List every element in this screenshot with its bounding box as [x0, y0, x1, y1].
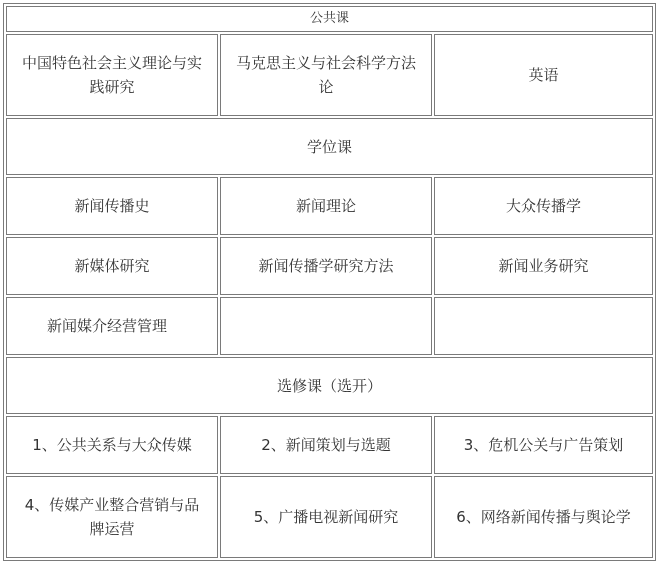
degree-courses-heading: 学位课 — [6, 118, 653, 175]
public-courses-heading: 公共课 — [6, 6, 653, 32]
empty-cell — [220, 297, 432, 355]
public-course-2: 马克思主义与社会科学方法论 — [220, 34, 432, 116]
degree-course-4: 新媒体研究 — [6, 237, 218, 295]
course-table — [3, 3, 656, 561]
elective-course-1: 1、公共关系与大众传媒 — [6, 416, 218, 474]
elective-course-5: 5、广播电视新闻研究 — [220, 476, 432, 558]
empty-cell — [434, 297, 653, 355]
elective-course-3: 3、危机公关与广告策划 — [434, 416, 653, 474]
degree-course-6: 新闻业务研究 — [434, 237, 653, 295]
public-course-3: 英语 — [434, 34, 653, 116]
degree-course-3: 大众传播学 — [434, 177, 653, 235]
elective-courses-heading: 选修课（选开） — [6, 357, 653, 414]
degree-course-2: 新闻理论 — [220, 177, 432, 235]
degree-course-1: 新闻传播史 — [6, 177, 218, 235]
degree-course-5: 新闻传播学研究方法 — [220, 237, 432, 295]
degree-course-7: 新闻媒介经营管理 — [6, 297, 218, 355]
elective-course-6: 6、网络新闻传播与舆论学 — [434, 476, 653, 558]
elective-course-2: 2、新闻策划与选题 — [220, 416, 432, 474]
public-course-1: 中国特色社会主义理论与实践研究 — [6, 34, 218, 116]
elective-course-4: 4、传媒产业整合营销与品牌运营 — [6, 476, 218, 558]
